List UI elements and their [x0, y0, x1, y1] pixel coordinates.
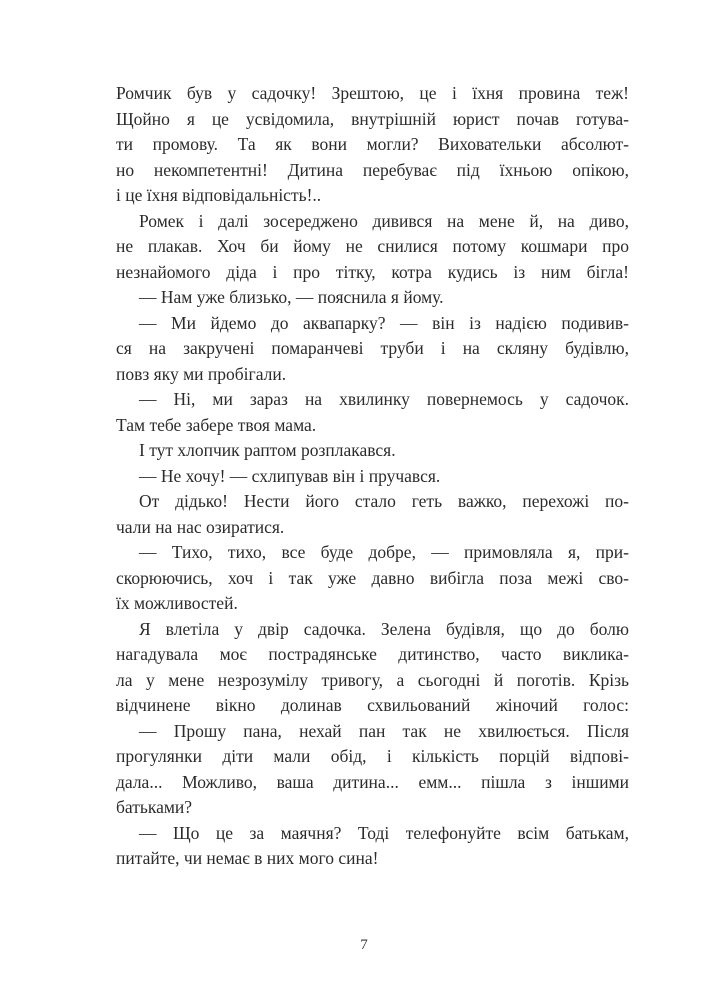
text-line: но некомпетентні! Дитина перебуває під їхньою опікою, — [116, 159, 629, 180]
text-line: не плакав. Хоч би йому не снилися потому кошмари про — [116, 236, 629, 256]
text-line: ла у мене незрозумілу тривогу, а сьогодні й поготів. Крізь — [116, 669, 629, 690]
text-line: їх можливостей. — [116, 593, 238, 613]
text-line: От дідько! Нести його стало геть важко, перехожі по- — [139, 491, 629, 511]
text-line: І тут хлопчик раптом розплакався. — [139, 440, 396, 460]
text-line: дала... Можливо, ваша дитина... емм... пішла з іншими — [116, 771, 629, 792]
text-line: батьками? — [116, 797, 193, 817]
text-line: — Прошу пана, нехай пан так не хвилюється. Після — [139, 720, 629, 741]
text-line: — Що це за маячня? Тоді телефонуйте всім батькам, — [139, 822, 629, 843]
text-line: — Ні, ми зараз на хвилинку повернемось у садочок. — [139, 389, 629, 409]
text-line: чали на нас озиратися. — [116, 516, 285, 537]
text-line: — Ми йдемо до аквапарку? — він із надією подивив- — [139, 312, 629, 333]
text-line: скорюючись, хоч і так уже давно вибігла поза межі сво- — [116, 567, 629, 588]
text-line: Ромчик був у садочку! Зрештою, це і їхня провина теж! — [116, 83, 629, 103]
text-line: Там тебе забере твоя мама. — [116, 414, 317, 435]
text-line: Ромек і далі зосереджено дивився на мене й, на диво, — [139, 210, 629, 231]
text-line: незнайомого діда і про тітку, котра кудись із ним бігла! — [116, 261, 629, 282]
text-line: — Тихо, тихо, все буде добре, — примовляла я, при- — [139, 542, 629, 562]
text-line: нагадувала моє пострадянське дитинство, часто виклика- — [116, 644, 629, 664]
text-line: прогулянки діти мали обід, і кількість порцій відпові- — [116, 746, 629, 766]
text-line: ти промову. Та як вони могли? Виховательки абсолют- — [116, 134, 629, 154]
text-line: Я влетіла у двір садочка. Зелена будівля, що до болю — [139, 618, 629, 639]
text-line: питайте, чи немає в них мого сина! — [116, 848, 379, 868]
text-line: Щойно я це усвідомила, внутрішній юрист почав готува- — [116, 108, 629, 129]
text-line: — Не хочу! — схлипував він і пручався. — [139, 465, 441, 486]
page-number: 7 — [360, 937, 368, 953]
text-line: повз яку ми пробігали. — [116, 363, 287, 384]
page-body — [116, 81, 629, 872]
text-line: — Нам уже близько, — пояснила я йому. — [139, 287, 444, 307]
text-line: ся на закручені помаранчеві труби і на скляну будівлю, — [116, 338, 629, 358]
text-line: відчинене вікно долинав схвильований жіночий голос: — [116, 695, 629, 715]
text-line: і це їхня відповідальність!.. — [116, 185, 322, 205]
